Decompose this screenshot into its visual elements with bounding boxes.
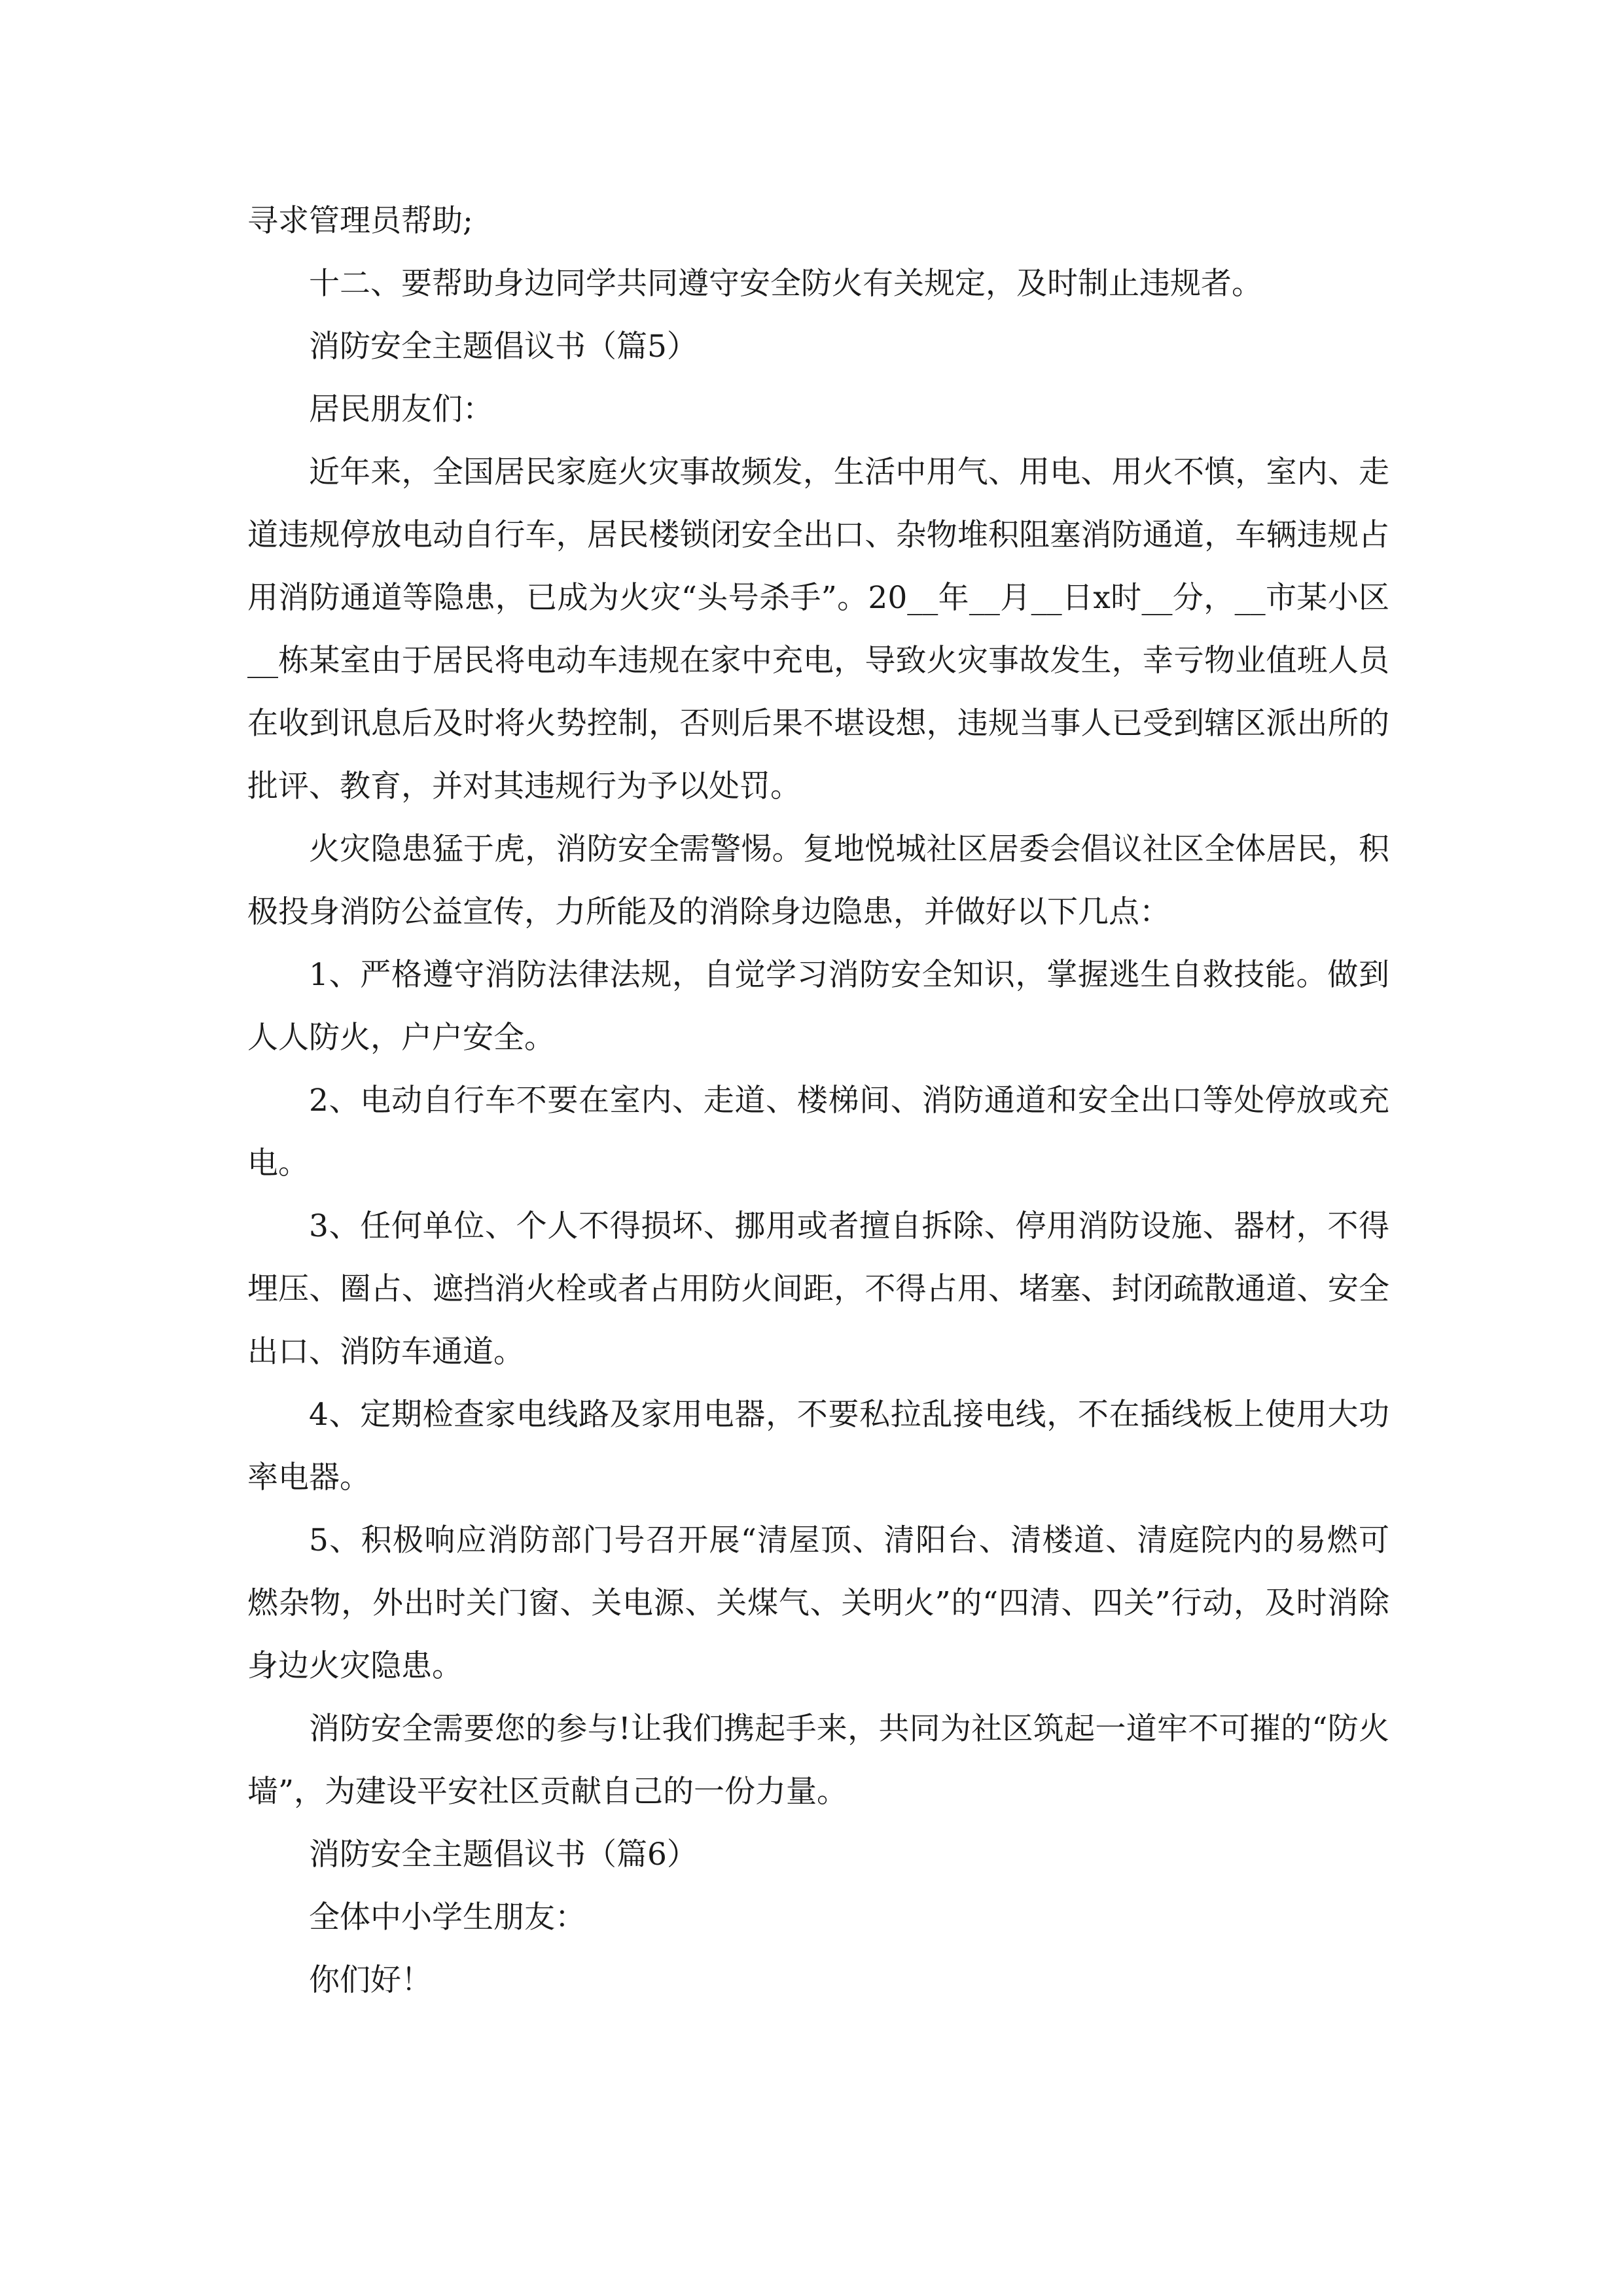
list-item-2: 2、电动自行车不要在室内、走道、楼梯间、消防通道和安全出口等处停放或充电。: [247, 1083, 1389, 1181]
section-heading-6: 消防安全主题倡议书（篇6）: [309, 1837, 698, 1873]
list-item-1: 1、严格遵守消防法律法规，自觉学习消防安全知识，掌握逃生自救技能。做到人人防火，户户安全。: [247, 957, 1389, 1056]
paragraph-continuation: 寻求管理员帮助;: [247, 203, 473, 239]
paragraph-closing: 消防安全需要您的参与!让我们携起手来，共同为社区筑起一道牢不可摧的“防火墙”，为建设平安社区贡献自己的一份力量。: [247, 1711, 1389, 1810]
paragraph-call-to-action: 火灾隐患猛于虎，消防安全需警惕。复地悦城社区居委会倡议社区全体居民，积极投身消防公益宣传，力所能及的消除身边隐患，并做好以下几点：: [247, 831, 1389, 930]
greeting: 你们好！: [309, 1962, 432, 1998]
salutation-residents: 居民朋友们：: [309, 391, 493, 427]
section-heading-5: 消防安全主题倡议书（篇5）: [309, 329, 698, 365]
list-item-5: 5、积极响应消防部门号召开展“清屋顶、清阳台、清楼道、清庭院内的易燃可燃杂物，外出时关门窗、关电源、关煤气、关明火”的“四清、四关”行动，及时消除身边火灾隐患。: [247, 1522, 1389, 1684]
paragraph-rule-12: 十二、要帮助身边同学共同遵守安全防火有关规定，及时制止违规者。: [309, 266, 1262, 302]
salutation-students: 全体中小学生朋友：: [309, 1899, 586, 1935]
list-item-3: 3、任何单位、个人不得损坏、挪用或者擅自拆除、停用消防设施、器材，不得埋压、圈占、遮挡消火栓或者占用防火间距，不得占用、堵塞、封闭疏散通道、安全出口、消防车通道。: [247, 1208, 1389, 1370]
document-body: [247, 190, 1389, 2012]
list-item-4: 4、定期检查家电线路及家用电器，不要私拉乱接电线，不在插线板上使用大功率电器。: [247, 1397, 1389, 1496]
paragraph-background: 近年来，全国居民家庭火灾事故频发，生活中用气、用电、用火不慎，室内、走道违规停放电动自行车，居民楼锁闭安全出口、杂物堆积阻塞消防通道，车辆违规占用消防通道等隐患，已成为火灾“头号杀手”。20__年__月__日x时__分，__市某小区__栋某室由于居民将电动车违规在家中充电，导致火灾事故发生，幸亏物业值班人员在收到讯息后及时将火势控制，否则后果不堪设想，违规当事人已受到辖区派出所的批评、教育，并对其违规行为予以处罚。: [247, 454, 1389, 804]
